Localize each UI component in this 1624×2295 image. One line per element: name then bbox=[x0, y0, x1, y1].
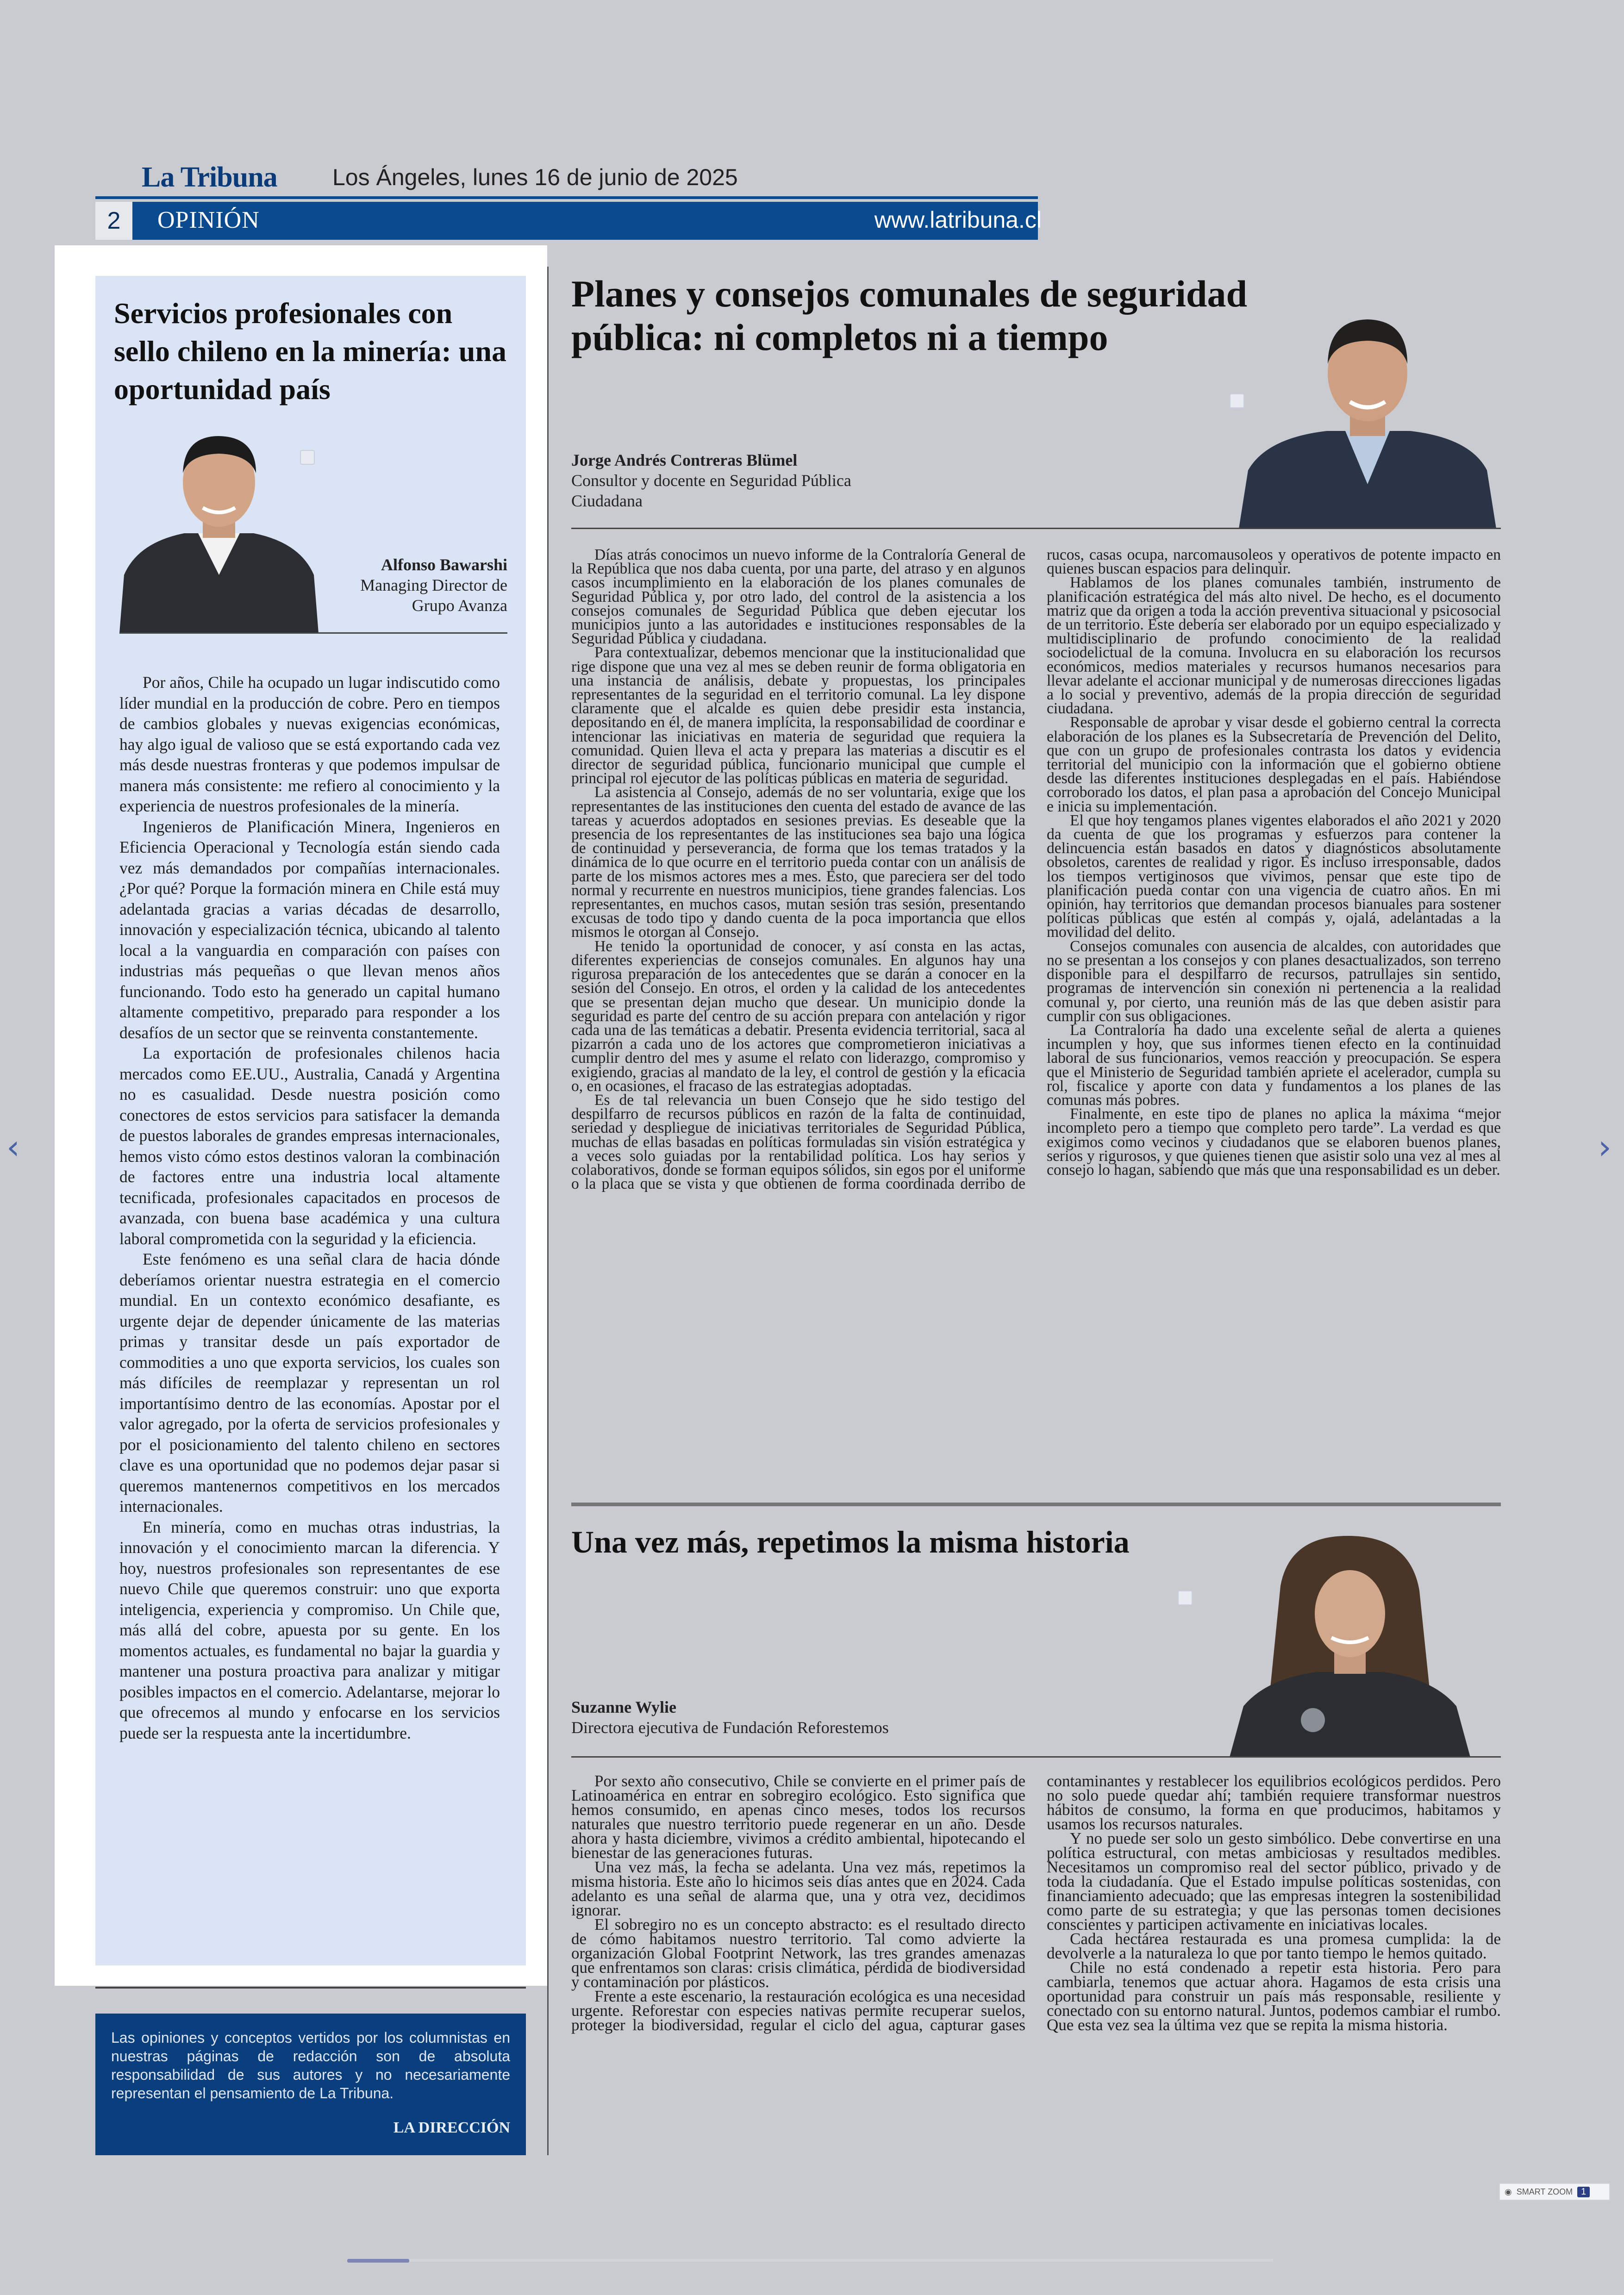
paragraph: El sobregiro no es un concepto abstracto: es el resultado directo de cómo habitamos nuestro territorio. Tal como advierte la organización Global Footprint Network, las tres grandes amenazas que enfrentamos son claras: crisis climática, pérdida de biodiversidad y contaminación por plásticos. bbox=[571, 1915, 1025, 1991]
main-author-portrait-icon bbox=[1239, 299, 1496, 529]
paragraph: Chile no está condenado a repetir esta historia. Pero para cambiarla, tenemos que actuar ahora. Hagamos de esta crisis una oportunidad para construir un país más responsable, resiliente y conectado con su entorno natural. Juntos, podemos cambiar el rumbo. Que esta vez sea la última vez que se repita la misma historia. bbox=[1047, 1958, 1501, 2034]
paragraph: Y no puede ser solo un gesto simbólico. Debe convertirse en una política estructural, con metas ambiciosas y resultados medibles. Necesitamos un compromiso real del sector público, privado y de toda la ciudadanía. Que el Estado impulse políticas sostenidas, con financiamiento adecuado; que las empresas integren la sostenibilidad como parte de su estrategia; y que las personas tomen decisiones conscientes y participen activamente en iniciativas locales. bbox=[1047, 1829, 1501, 1933]
paragraph: Hablamos de los planes comunales también, instrumento de planificación estratégica del más alto nivel. De hecho, es el documento matriz que da origen a toda la acción preventiva situacional y psicosocial de un territorio. Este debería ser elaborado por un equipo especializado y multidisciplinario de profundo conocimiento de la realidad sociodelictual de la comuna. Involucra en su elaboración los recursos económicos, medios materiales y recursos humanos necesarios para llevar adelante el accionar municipal y de numerosas direcciones ligadas a lo social y preventivo, además de la propia dirección de seguridad ciudadana. bbox=[1047, 574, 1501, 717]
paragraph: Frente a este escenario, la restauración ecológica es una necesidad urgente. Reforestar con especies nativas permite recuperar suelos, proteger la biodiversidad, regular el ciclo del agua, capturar gases contaminantes y restablecer los equilibrios ecológicos perdidos. Pero no solo puede quedar ahí; también requiere transformar nuestros hábitos de consumo, la forma en que producimos, habitamos y usamos los recursos naturales. bbox=[571, 1772, 1501, 2034]
section-title: OPINIÓN bbox=[157, 207, 260, 233]
smart-zoom-label: SMART ZOOM bbox=[1516, 2187, 1573, 2196]
disclaimer-signature: LA DIRECCIÓN bbox=[393, 2119, 510, 2136]
next-page-button[interactable] bbox=[1598, 1128, 1612, 1166]
second-article-body bbox=[571, 1774, 1501, 2153]
image-zoom-icon[interactable] bbox=[1178, 1590, 1193, 1605]
paragraph: Responsable de aprobar y visar desde el gobierno central la correcta elaboración de los planes es la Subsecretaría de Prevención del Delito, que con un grupo de profesionales contrasta los datos y evidencia territorial del municipio con la información que el gobierno obtiene desde las diferentes instituciones desplegadas en el país. Habiéndose corroborado los datos, el plan pasa a aprobación del Concejo Municipal e inicia su implementación. bbox=[1047, 714, 1501, 815]
eye-icon: ◉ bbox=[1505, 2187, 1512, 2196]
paragraph: Por sexto año consecutivo, Chile se convierte en el primer país de Latinoamérica en entrar en sobregiro ecológico. Esto significa que hemos consumido, en apenas cinco meses, todos los recursos naturales que nuestro territorio puede regenerar en un año. Desde ahora y hasta diciembre, vivimos a crédito ambiental, hipotecando el bienestar de las generaciones futuras. bbox=[571, 1772, 1025, 1862]
second-author-portrait-icon bbox=[1225, 1530, 1475, 1757]
paragraph: Una vez más, la fecha se adelanta. Una vez más, repetimos la misma historia. Este año lo hicimos seis días antes que en 2024. Cada adelanto es una señal de alarma que, una y otra vez, decidimos ignorar. bbox=[571, 1858, 1025, 1919]
second-author-name: Suzanne Wylie bbox=[571, 1698, 677, 1716]
main-author-rule bbox=[571, 528, 1501, 529]
paragraph: El que hoy tengamos planes vigentes elaborados el año 2021 y 2020 da cuenta de que los programas y esfuerzos para contener la delincuencia están basados en datos y diagnósticos absolutamente obsoletos, carentes de realidad y rigor. Es incluso irresponsable, dados los tiempos vertiginosos que vivimos, pensar que este tipo de planificación pueda contar con una vigencia de cuatro años. En mi opinión, hay territorios que demandan procesos bianuales para sostener políticas públicas que estén al compás y, ojalá, adelantadas a la movilidad del delito. bbox=[1047, 811, 1501, 941]
paragraph: Consejos comunales con ausencia de alcaldes, con autoridades que no se presentan a los consejos y con planes desactualizados, son terreno disponible para el despilfarro de recursos, patrullajes sin sentido, programas de intervención sin conexión ni pertenencia a la realidad comunal y, por cierto, una reunión más de las que deben asistir para cumplir con sus obligaciones. bbox=[1047, 937, 1501, 1025]
left-article-title: Servicios profesionales con sello chileno en la minería: una oportunidad país bbox=[114, 297, 506, 405]
left-author-company: Grupo Avanza bbox=[412, 596, 507, 615]
newspaper-logo: La Tribuna bbox=[142, 162, 277, 193]
disclaimer-text: Las opiniones y conceptos vertidos por los columnistas en nuestras páginas de redacción son de absoluta responsabilidad de sus autores y no necesariamente representan el pensamiento de La Tribuna. bbox=[111, 2029, 510, 2102]
page-progress-fill bbox=[347, 2259, 409, 2263]
second-article-title: Una vez más, repetimos la misma historia bbox=[571, 1524, 1130, 1559]
column-divider bbox=[547, 267, 549, 2155]
main-article-body bbox=[571, 548, 1501, 1478]
left-author-rule bbox=[119, 632, 507, 634]
main-author-role-cont: Ciudadana bbox=[571, 492, 643, 510]
second-author-photo bbox=[1225, 1530, 1475, 1757]
paragraph: Días atrás conocimos un nuevo informe de la Contraloría General de la República que nos daba cuenta, por una parte, del atraso y en algunos casos incumplimiento en la elaboración de los planes comunales de Seguridad Pública y, por otro lado, del control de la asistencia a los consejos comunales de Seguridad Pública que deben ejecutar los municipios junto a las autoridades e instituciones responsables de la Seguridad Pública y ciudadana. bbox=[571, 546, 1025, 648]
paragraph: Por años, Chile ha ocupado un lugar indiscutido como líder mundial en la producción de cobre. Pero en tiempos de cambios globales y nuevas exigencias económicas, hay algo igual de valioso que se está exportando cada vez más desde nuestras fronteras y que podemos impulsar de manera más consistente: me refiero al conocimiento y la experiencia de nuestros profesionales de la minería. bbox=[119, 673, 500, 815]
paragraph: Ingenieros de Planificación Minera, Ingenieros en Eficiencia Operacional y Tecnología están siendo cada vez más demandados por compañías internacionales. ¿Por qué? Porque la formación minera en Chile está muy adelantada gracias a varias décadas de desarrollo, innovación y especialización técnica, ubicando al talento local a la vanguardia en comparación con países con industrias más pequeñas o que llevan menos años funcionando. Todo esto ha generado un capital humano altamente competitivo, preparado para responder a los desafíos de un sector que se reinventa constantemente. bbox=[119, 817, 500, 1042]
second-author-rule bbox=[571, 1756, 1501, 1758]
disclaimer-rule bbox=[95, 1987, 526, 1989]
paragraph: Cada hectárea restaurada es una promesa cumplida: la de devolverle a la naturaleza lo que por tanto tiempo le hemos quitado. bbox=[1047, 1930, 1501, 1962]
smart-zoom-control[interactable] bbox=[1499, 2183, 1610, 2201]
main-author-block bbox=[571, 450, 1081, 511]
left-author-name: Alfonso Bawarshi bbox=[381, 555, 507, 574]
main-article-title: Planes y consejos comunales de seguridad pública: ni completos ni a tiempo bbox=[571, 273, 1248, 358]
website-link[interactable]: www.latribuna.cl bbox=[874, 207, 1042, 233]
chevron-left-icon: ‹ bbox=[6, 1128, 20, 1166]
issue-date: Los Ángeles, lunes 16 de junio de 2025 bbox=[332, 164, 738, 190]
paragraph: Este fenómeno es una señal clara de hacia dónde deberíamos orientar nuestra estrategia en el comercio mundial. En un contexto económico desafiante, es urgente dejar de depender únicamente de las materias primas y transitar desde un país exportador de commodities a uno que exporta servicios, los cuales son más difíciles de reemplazar y representan un rol importantísimo dentro de las economías. Apostar por el valor agregado, por la oferta de servicios profesionales y por el posicionamiento del talento chileno en sectores clave es una oportunidad que no podemos dejar pasar si queremos mantenernos competitivos en los mercados internacionales. bbox=[119, 1250, 500, 1515]
paragraph: La asistencia al Consejo, además de no ser voluntaria, exige que los representantes de las instituciones den cuenta del estado de avance de las tareas y acuerdos adoptados en sesiones previas. Es deseable que la presencia de los representantes de las instituciones sea bajo una lógica de continuidad y perseverancia, de forma que los temas tratados y la dinámica de lo que ocurre en el territorio pueda contar con un análisis de parte de los mismos actores mes a mes. Esto, que pareciera ser del todo normal y recurrente en nuestros municipios, tiene grandes falencias. Los representantes, en muchos casos, mutan sesión tras sesión, presentando excusas de todo tipo y dando cuenta de la poca importancia que ellos mismos le otorgan al Consejo. bbox=[571, 784, 1025, 941]
paragraph: He tenido la oportunidad de conocer, y así consta en las actas, diferentes experiencias de consejos comunales. En algunos hay una rigurosa preparación de los antecedentes que se darán a conocer en la sesión del Consejo. En otros, el orden y la calidad de los antecedentes que se presentan dejan mucho que desear. Un municipio donde la seguridad es parte del centro de su acción prepara con antelación y rigor cada una de las temáticas a debatir. Presenta evidencia territorial, saca al pizarrón a cada uno de los actores que comprometieron iniciativas a cumplir dentro del mes y asume el relato con liderazgo, compromiso y exigiendo, gracias al mandato de la ley, el control de gestión y la eficacia o, en ocasiones, el fracaso de las estrategias adoptadas. bbox=[571, 937, 1025, 1095]
image-zoom-icon[interactable] bbox=[1230, 393, 1244, 408]
paragraph: Finalmente, en este tipo de planes no aplica la máxima “mejor incompleto pero a tiempo que completo pero tarde”. La verdad es que exigimos como vecinos y ciudadanos que se elaboren buenos planes, serios y rigurosos, y que quienes tienen que asistir solo una vez al mes al consejo lo hagan, sabiendo que más que una responsabilidad es un deber. bbox=[1047, 1105, 1501, 1179]
left-author-role: Managing Director de bbox=[360, 576, 507, 594]
main-author-name: Jorge Andrés Contreras Blümel bbox=[571, 451, 798, 469]
paragraph: La exportación de profesionales chilenos hacia mercados como EE.UU., Australia, Canadá y Argentina no es casualidad. Desde nuestra posición como conectores de estos servicios para satisfacer la demanda de puestos laborales de grandes empresas internacionales, hemos visto cómo estos destinos valoran la combinación de factores entre una industria local altamente tecnificada, profesionales capacitados en procesos de avanzada, con buena base académica y una cultura laboral comprometida con la seguridad y la eficiencia. bbox=[119, 1044, 500, 1248]
article-separator bbox=[571, 1503, 1501, 1506]
zoom-level-badge: 1 bbox=[1577, 2187, 1590, 2197]
paragraph: Para contextualizar, debemos mencionar que la institucionalidad que rige dispone que una vez al mes se deben reunir de forma obligatoria en una instancia de análisis, debate y propuestas, los principales representantes de la seguridad en el territorio comunal. La ley dispone claramente que el alcalde es quien debe presidir esta instancia, depositando en él, de manera implícita, la responsabilidad de coordinar e intencionar las iniciativas en materia de seguridad que requiera la comunidad. Quien lleva el acta y prepara las materias a discutir es el director de seguridad pública, funcionario municipal que cumple el principal rol ejecutor de las políticas públicas en materia de seguridad. bbox=[571, 644, 1025, 787]
main-author-photo bbox=[1239, 299, 1496, 529]
header-rule bbox=[95, 196, 1038, 199]
main-author-role: Consultor y docente en Seguridad Pública bbox=[571, 471, 851, 490]
paragraph: En minería, como en muchas otras industrias, la innovación y el conocimiento marcan la diferencia. Y hoy, nuestros profesionales son representantes de ese nuevo Chile que queremos construir: uno que exporta inteligencia, experiencia y compromiso. Un Chile que, más allá del cobre, apuesta por su gente. En los momentos actuales, es fundamental no bajar la guardia y mantener una postura proactiva para analizar y mitigar posibles impactos en el comercio. Adelantarse, mejorar lo que ofrecemos al mundo y enfocarse en los servicios puede ser la respuesta ante la incertidumbre. bbox=[119, 1517, 500, 1742]
image-zoom-icon[interactable] bbox=[300, 450, 315, 465]
prev-page-button[interactable] bbox=[6, 1128, 20, 1166]
paragraph: Es de tal relevancia un buen Consejo que he sido testigo del despilfarro de recursos públicos en razón de la falta de continuidad, seriedad y despliegue de iniciativas territoriales de Seguridad Pública, muchas de ellas basadas en políticas formuladas sin visión estratégica y a veces solo guiadas por la rentabilidad política. Los hay serios y colaborativos, donde se forman equipos sólidos, sin egos por el uniforme o la placa que se vista y que obtienen de forma coordinada derribo de rucos, casas ocupa, narcomausoleos y operativos de potente impacto en quienes buscan espacios para delinquir. bbox=[571, 546, 1501, 1193]
paragraph: La Contraloría ha dado una excelente señal de alerta a quienes incumplen y hoy, que sus informes tienen efecto en la continuidad laboral de sus funcionarios, vemos reacción y preocupación. Se espera que el Ministerio de Seguridad también apriete el acelerador, cumpla su rol, fiscalice y aporte con data y fundamentos a los planes de las comunas más pobres. bbox=[1047, 1021, 1501, 1109]
page-number: 2 bbox=[95, 202, 132, 240]
second-author-block bbox=[571, 1697, 1127, 1738]
author-photo bbox=[119, 422, 319, 633]
left-author-block bbox=[296, 555, 507, 616]
page-progress-track[interactable] bbox=[347, 2259, 1273, 2262]
author-portrait-icon bbox=[119, 422, 319, 633]
second-author-role: Directora ejecutiva de Fundación Reforestemos bbox=[571, 1718, 889, 1737]
left-article-body bbox=[119, 672, 500, 1743]
chevron-right-icon: › bbox=[1598, 1128, 1612, 1166]
